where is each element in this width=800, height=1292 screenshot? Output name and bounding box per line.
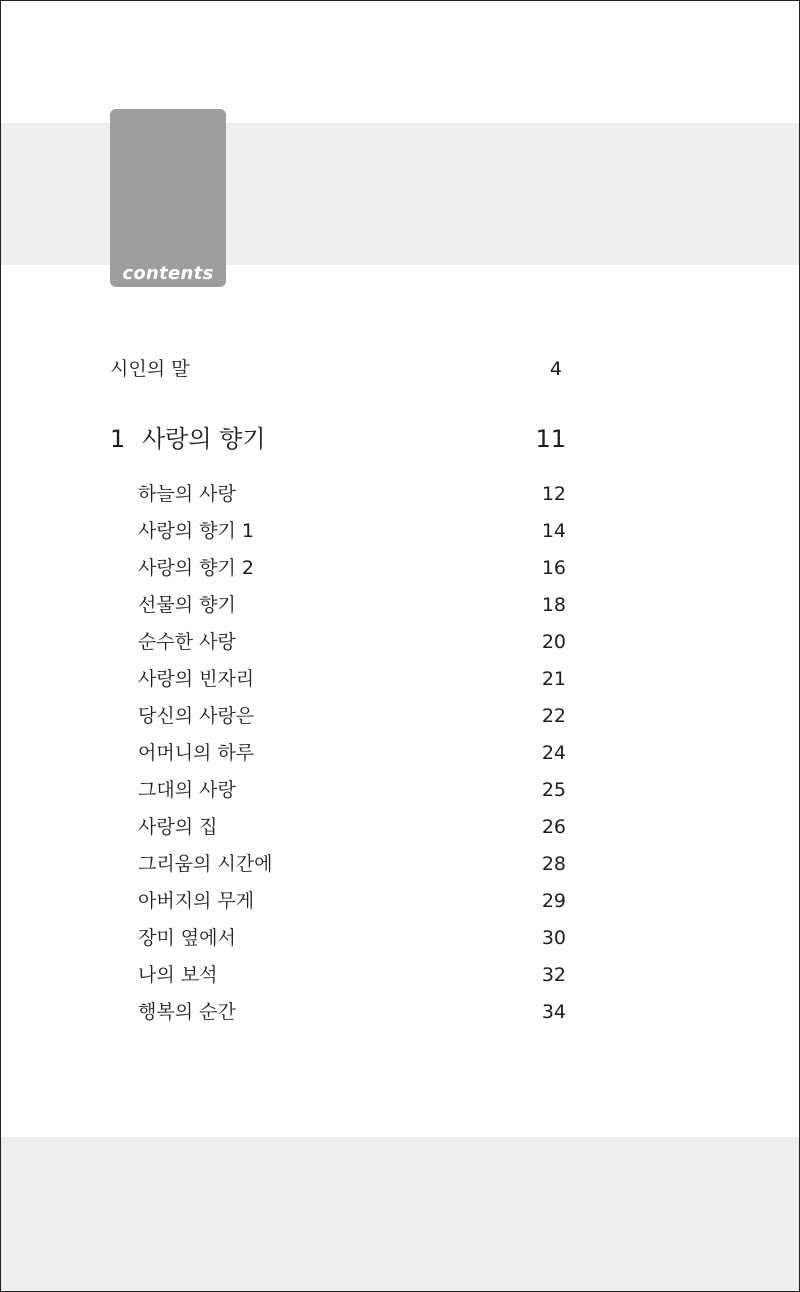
toc-entry[interactable] (138, 812, 566, 842)
toc-entry-page: 16 (541, 557, 566, 579)
toc-entry-title: 장미 옆에서 (138, 927, 236, 949)
toc-entry-title: 그대의 사랑 (138, 779, 236, 801)
toc-entry-title: 그리움의 시간에 (138, 853, 273, 875)
chapter-title: 사랑의 향기 (142, 425, 266, 453)
chapter-number: 1 (110, 425, 126, 453)
toc-entry-page: 32 (541, 964, 566, 986)
toc-entry[interactable] (138, 923, 566, 953)
toc-entry-title: 사랑의 빈자리 (138, 668, 255, 690)
chapter-heading[interactable] (110, 421, 566, 457)
toc-entry-title: 사랑의 향기 1 (138, 520, 254, 542)
toc-entry[interactable] (138, 738, 566, 768)
toc-entry-title: 당신의 사랑은 (138, 705, 255, 727)
toc-entry[interactable] (138, 479, 566, 509)
toc-entry-page: 25 (541, 779, 566, 801)
toc-entry[interactable] (138, 516, 566, 546)
toc-entry-title: 아버지의 무게 (138, 890, 255, 912)
contents-label: contents (122, 263, 214, 284)
bottom-gray-band (0, 1137, 800, 1292)
toc-entry-page: 34 (541, 1001, 566, 1023)
toc-entry-title: 나의 보석 (138, 964, 218, 986)
toc-entry-title: 어머니의 하루 (138, 742, 255, 764)
toc-entry[interactable] (138, 553, 566, 583)
contents-tab (110, 109, 226, 287)
toc-entry-page: 18 (541, 594, 566, 616)
toc-entry-title: 선물의 향기 (138, 594, 236, 616)
toc-entry[interactable] (138, 960, 566, 990)
toc-entry-page: 12 (541, 483, 566, 505)
toc-entry-page: 26 (541, 816, 566, 838)
toc-entry-page: 14 (541, 520, 566, 542)
toc-entry-page: 28 (541, 853, 566, 875)
toc-entry-page: 24 (541, 742, 566, 764)
toc-entry-page: 29 (541, 890, 566, 912)
toc-preface-page: 4 (549, 358, 562, 380)
toc-entry[interactable] (138, 627, 566, 657)
toc-entry-title: 행복의 순간 (138, 1001, 236, 1023)
toc-entry[interactable] (138, 664, 566, 694)
toc-preface[interactable] (110, 354, 562, 384)
toc-entry[interactable] (138, 590, 566, 620)
toc-entry-page: 22 (541, 705, 566, 727)
toc-entry[interactable] (138, 997, 566, 1027)
toc-entry[interactable] (138, 701, 566, 731)
toc-entry[interactable] (138, 886, 566, 916)
toc-preface-title: 시인의 말 (110, 358, 190, 380)
toc-entry-title: 사랑의 집 (138, 816, 218, 838)
chapter-page: 11 (535, 425, 566, 453)
toc-entry-title: 사랑의 향기 2 (138, 557, 254, 579)
toc-entry[interactable] (138, 849, 566, 879)
toc-entry-title: 하늘의 사랑 (138, 483, 236, 505)
toc-entry-page: 20 (541, 631, 566, 653)
toc-entry-page: 30 (541, 927, 566, 949)
toc-entry-title: 순수한 사랑 (138, 631, 236, 653)
toc-entry[interactable] (138, 775, 566, 805)
toc-entry-page: 21 (541, 668, 566, 690)
